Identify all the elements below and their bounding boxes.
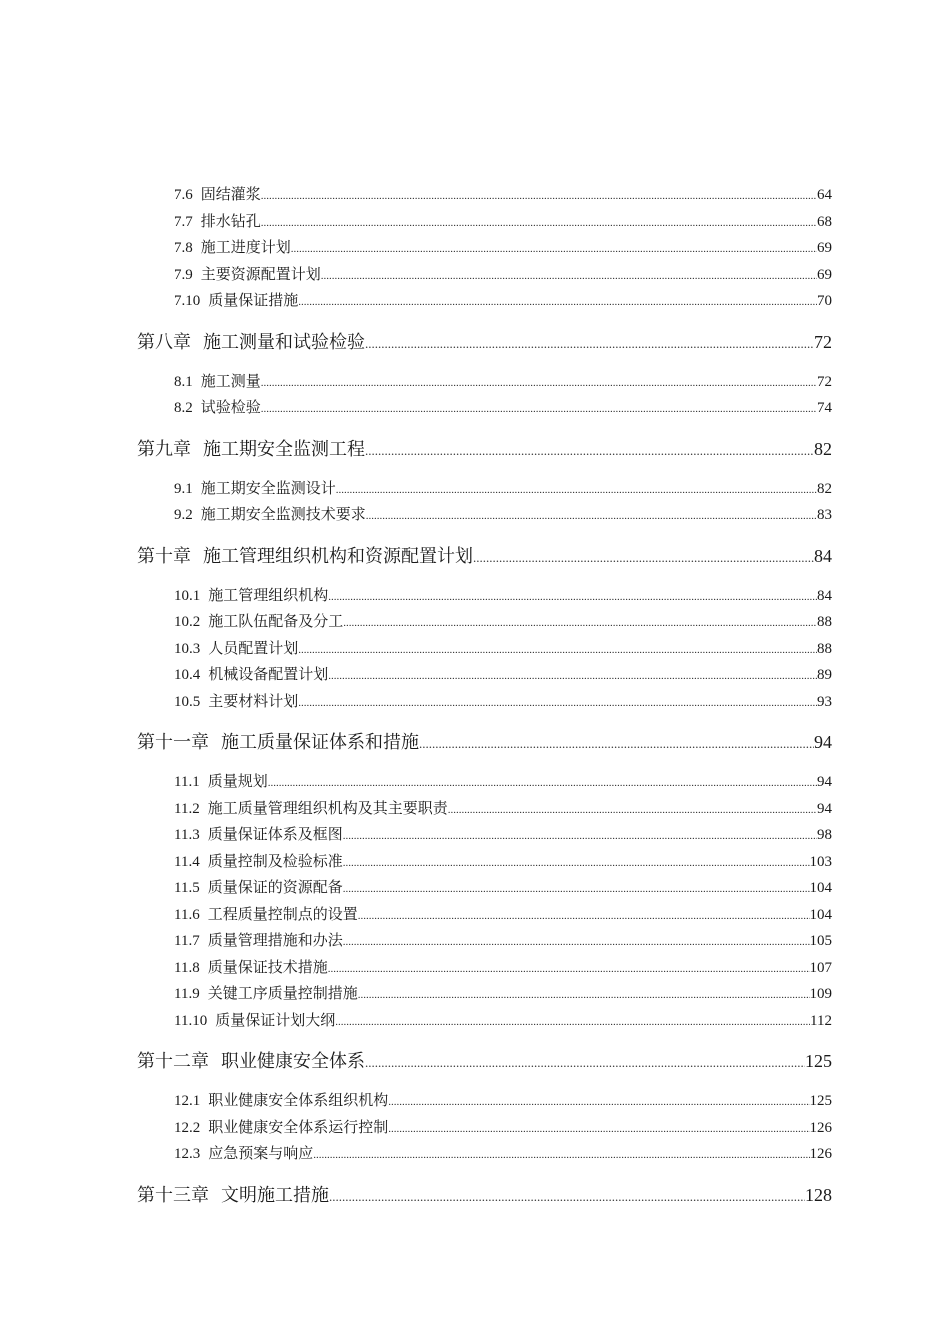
toc-dot-leader [388, 1116, 809, 1143]
toc-entry-title: 施工期安全监测工程 [203, 438, 365, 459]
toc-entry-number: 第十二章 [137, 1051, 209, 1071]
toc-entry-page-number: 109 [809, 986, 832, 1002]
toc-chapter-entry[interactable] [137, 1169, 832, 1221]
toc-section-entry[interactable] [174, 1141, 832, 1168]
toc-entry-title: 施工队伍配备及分工 [208, 614, 344, 630]
toc-entry-title: 施工测量和试验检验 [203, 331, 365, 352]
toc-entry-page-number: 93 [817, 693, 832, 710]
toc-dot-leader [328, 663, 817, 690]
toc-entry-number: 7.6 [174, 187, 193, 203]
toc-section-entry[interactable] [174, 235, 832, 262]
toc-dot-leader [343, 876, 810, 903]
toc-entry-title: 施工管理组织机构和资源配置计划 [203, 545, 473, 566]
toc-entry-number: 11.5 [174, 880, 200, 896]
toc-entry-page-number: 103 [809, 853, 832, 870]
toc-section-entry[interactable] [174, 902, 832, 929]
toc-entry-number: 11.8 [174, 959, 200, 976]
toc-entry-page-number: 68 [817, 213, 832, 230]
toc-dot-leader [343, 823, 817, 850]
toc-entry-number: 10.5 [174, 693, 201, 710]
toc-entry-title: 机械设备配置计划 [208, 667, 329, 683]
toc-dot-leader [343, 850, 810, 877]
toc-section-entry[interactable] [174, 369, 832, 396]
toc-dot-leader [313, 1142, 809, 1169]
toc-section-entry[interactable] [174, 182, 832, 209]
toc-dot-leader [261, 370, 817, 397]
toc-section-entry[interactable] [174, 928, 832, 955]
toc-dot-leader [298, 637, 817, 664]
toc-entry-number: 11.1 [174, 774, 200, 790]
toc-dot-leader [261, 396, 817, 423]
toc-section-entry[interactable] [174, 395, 832, 422]
toc-entry-page-number: 105 [809, 933, 832, 949]
toc-entry-number: 8.1 [174, 373, 193, 390]
toc-entry-title: 职业健康安全体系 [221, 1051, 365, 1071]
toc-chapter-entry[interactable] [137, 716, 832, 768]
toc-section-entry[interactable] [174, 1008, 832, 1035]
toc-entry-number: 9.1 [174, 480, 193, 497]
toc-entry-title: 职业健康安全体系运行控制 [208, 1119, 389, 1136]
toc-dot-leader [365, 318, 814, 370]
toc-entry-number: 10.4 [174, 667, 201, 683]
toc-entry-number: 10.2 [174, 614, 201, 630]
toc-entry-number: 11.3 [174, 827, 200, 843]
toc-entry-title: 质量管理措施和办法 [207, 933, 343, 949]
toc-section-entry[interactable] [174, 1088, 832, 1115]
toc-entry-number: 9.2 [174, 507, 193, 523]
toc-entry-title: 质量保证计划大纲 [215, 1012, 336, 1029]
toc-section-entry[interactable] [174, 796, 832, 823]
toc-dot-leader [261, 183, 817, 210]
toc-dot-leader [298, 289, 817, 316]
toc-dot-leader [291, 236, 817, 263]
toc-entry-page-number: 83 [817, 507, 832, 523]
toc-entry-title: 施工测量 [200, 373, 261, 390]
toc-entry-number: 11.10 [174, 1012, 208, 1029]
toc-section-entry[interactable] [174, 502, 832, 529]
toc-dot-leader [419, 718, 814, 770]
toc-entry-page-number: 125 [805, 1051, 832, 1071]
toc-entry-title: 职业健康安全体系组织机构 [208, 1093, 389, 1109]
toc-section-entry[interactable] [174, 662, 832, 689]
toc-entry-number: 7.7 [174, 213, 193, 230]
toc-chapter-entry[interactable] [137, 423, 832, 475]
toc-entry-number: 第十章 [137, 545, 191, 566]
toc-entry-page-number: 72 [814, 331, 832, 352]
toc-dot-leader [448, 797, 817, 824]
toc-entry-page-number: 94 [817, 800, 832, 817]
toc-dot-leader [336, 477, 817, 504]
toc-section-entry[interactable] [174, 583, 832, 610]
toc-entry-page-number: 82 [814, 438, 832, 459]
toc-entry-title: 施工进度计划 [200, 240, 291, 256]
toc-entry-page-number: 112 [810, 1012, 832, 1029]
toc-section-entry[interactable] [174, 955, 832, 982]
toc-entry-page-number: 94 [817, 774, 832, 790]
toc-entry-title: 施工管理组织机构 [208, 587, 329, 604]
toc-entry-page-number: 88 [817, 614, 832, 630]
toc-section-entry[interactable] [174, 689, 832, 716]
toc-entry-title: 主要资源配置计划 [200, 266, 321, 283]
toc-entry-number: 8.2 [174, 400, 193, 416]
toc-entry-title: 人员配置计划 [208, 640, 299, 657]
toc-dot-leader [328, 956, 810, 983]
toc-entry-number: 11.2 [174, 800, 200, 817]
toc-entry-title: 文明施工措施 [221, 1184, 329, 1205]
toc-entry-title: 试验检验 [200, 400, 261, 416]
toc-entry-page-number: 72 [817, 373, 832, 390]
toc-entry-page-number: 70 [817, 293, 832, 309]
toc-entry-number: 7.8 [174, 240, 193, 256]
toc-entry-page-number: 126 [809, 1146, 832, 1162]
toc-entry-page-number: 89 [817, 667, 832, 683]
toc-section-entry[interactable] [174, 609, 832, 636]
toc-entry-page-number: 69 [817, 266, 832, 283]
toc-entry-title: 应急预案与响应 [208, 1146, 314, 1162]
toc-dot-leader [365, 425, 814, 477]
toc-dot-leader [261, 210, 817, 237]
toc-entry-page-number: 82 [817, 480, 832, 497]
toc-entry-number: 第十三章 [137, 1184, 209, 1205]
toc-dot-leader [321, 263, 817, 290]
toc-entry-page-number: 104 [809, 880, 832, 896]
toc-dot-leader [358, 903, 810, 930]
toc-entry-page-number: 126 [809, 1119, 832, 1136]
toc-entry-number: 10.3 [174, 640, 201, 657]
toc-entry-number: 10.1 [174, 587, 201, 604]
toc-dot-leader [366, 503, 817, 530]
toc-section-entry[interactable] [174, 875, 832, 902]
toc-entry-page-number: 88 [817, 640, 832, 657]
toc-entry-page-number: 84 [814, 545, 832, 566]
toc-entry-number: 11.6 [174, 906, 200, 923]
toc-dot-leader [329, 1171, 805, 1223]
toc-section-entry[interactable] [174, 849, 832, 876]
toc-entry-title: 质量保证技术措施 [207, 959, 328, 976]
toc-entry-title: 关键工序质量控制措施 [207, 986, 358, 1002]
toc-entry-number: 7.9 [174, 266, 193, 283]
toc-section-entry[interactable] [174, 262, 832, 289]
toc-section-entry[interactable] [174, 981, 832, 1008]
toc-entry-number: 第九章 [137, 438, 191, 459]
toc-dot-leader [268, 770, 817, 797]
toc-entry-number: 第十一章 [137, 732, 209, 752]
toc-entry-title: 施工质量保证体系和措施 [221, 732, 419, 752]
toc-chapter-entry[interactable] [137, 1035, 832, 1087]
toc-entry-page-number: 94 [814, 732, 832, 752]
toc-entry-page-number: 104 [809, 906, 832, 923]
toc-entry-number: 12.3 [174, 1146, 201, 1162]
toc-entry-number: 7.10 [174, 293, 201, 309]
toc-entry-page-number: 107 [809, 959, 832, 976]
toc-dot-leader [388, 1089, 809, 1116]
toc-entry-number: 11.9 [174, 986, 200, 1002]
toc-dot-leader [343, 610, 817, 637]
toc-entry-title: 工程质量控制点的设置 [207, 906, 358, 923]
toc-entry-title: 质量规划 [207, 774, 268, 790]
toc-section-entry[interactable] [174, 288, 832, 315]
toc-chapter-entry[interactable] [137, 530, 832, 582]
toc-entry-number: 12.2 [174, 1119, 201, 1136]
toc-entry-page-number: 64 [817, 187, 832, 203]
toc-entry-title: 施工期安全监测设计 [200, 480, 336, 497]
toc-chapter-entry[interactable] [137, 316, 832, 368]
toc-dot-leader [473, 532, 814, 584]
toc-entry-page-number: 98 [817, 827, 832, 843]
toc-entry-title: 施工期安全监测技术要求 [200, 507, 366, 523]
toc-section-entry[interactable] [174, 476, 832, 503]
toc-entry-title: 固结灌浆 [200, 187, 261, 203]
toc-section-entry[interactable] [174, 769, 832, 796]
toc-entry-number: 第八章 [137, 331, 191, 352]
toc-entry-page-number: 69 [817, 240, 832, 256]
toc-dot-leader [335, 1009, 810, 1036]
toc-section-entry[interactable] [174, 636, 832, 663]
toc-entry-page-number: 84 [817, 587, 832, 604]
toc-entry-number: 12.1 [174, 1093, 201, 1109]
toc-section-entry[interactable] [174, 1115, 832, 1142]
toc-entry-title: 质量保证措施 [208, 293, 299, 309]
table-of-contents [137, 182, 832, 1222]
toc-entry-number: 11.4 [174, 853, 200, 870]
toc-entry-title: 施工质量管理组织机构及其主要职责 [207, 800, 448, 817]
toc-entry-page-number: 74 [817, 400, 832, 416]
toc-section-entry[interactable] [174, 822, 832, 849]
toc-entry-title: 质量保证体系及框图 [207, 827, 343, 843]
toc-dot-leader [365, 1037, 805, 1089]
toc-entry-title: 质量保证的资源配备 [207, 880, 343, 896]
toc-dot-leader [328, 584, 817, 611]
toc-entry-number: 11.7 [174, 933, 200, 949]
toc-dot-leader [358, 982, 810, 1009]
toc-dot-leader [343, 929, 810, 956]
toc-dot-leader [298, 690, 817, 717]
toc-section-entry[interactable] [174, 209, 832, 236]
toc-entry-page-number: 125 [809, 1093, 832, 1109]
toc-entry-title: 质量控制及检验标准 [207, 853, 343, 870]
toc-entry-page-number: 128 [805, 1184, 832, 1205]
toc-entry-title: 排水钻孔 [200, 213, 261, 230]
toc-entry-title: 主要材料计划 [208, 693, 299, 710]
